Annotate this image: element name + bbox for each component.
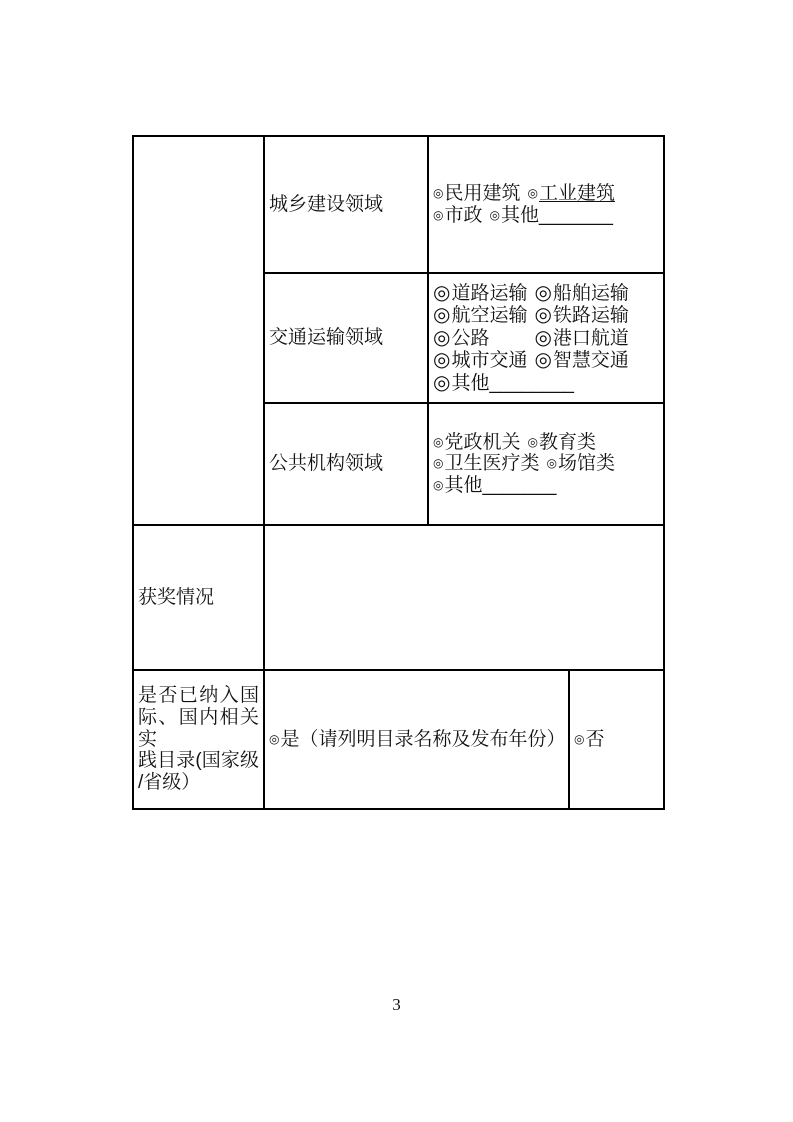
radio-option-line [433, 205, 659, 226]
radio-option[interactable] [433, 350, 527, 371]
field-label-line: /省级） [138, 771, 201, 793]
radio-option-line [433, 327, 659, 349]
radio-option[interactable] [433, 453, 540, 474]
radio-circle-icon: ◎ [546, 456, 557, 471]
cell-award-label [133, 525, 264, 670]
cell-directory-label [133, 670, 264, 809]
page-number: 3 [392, 995, 401, 1014]
radio-option-label: 航空运输 [451, 305, 528, 327]
radio-option-group [574, 729, 659, 750]
radio-option-label: 其他_______ [444, 474, 557, 496]
radio-option-label: 其他________ [451, 372, 574, 394]
radio-circle-icon: ◎ [534, 349, 552, 372]
field-label: 公共机构领域 [269, 453, 384, 475]
radio-circle-icon: ◎ [433, 207, 444, 222]
radio-option[interactable] [433, 432, 521, 453]
radio-option-label: 市政 [444, 204, 483, 226]
radio-option-group [433, 432, 659, 496]
radio-circle-icon: ◎ [433, 456, 444, 471]
radio-circle-icon: ◎ [527, 186, 538, 201]
cell-urban-construction-options [428, 136, 664, 273]
radio-option-label: 智慧交通 [552, 350, 629, 372]
radio-option[interactable] [269, 729, 566, 750]
cell-domain-category-empty [133, 136, 264, 525]
radio-option-label: 其他_______ [500, 204, 613, 226]
radio-option-label: 港口航道 [552, 327, 629, 349]
radio-option[interactable] [433, 183, 521, 204]
radio-circle-icon: ◎ [489, 207, 500, 222]
radio-circle-icon: ◎ [574, 731, 585, 746]
radio-circle-icon: ◎ [534, 326, 552, 349]
radio-circle-icon: ◎ [534, 282, 552, 305]
radio-circle-icon: ◎ [433, 186, 444, 201]
radio-option-label: 城市交通 [451, 350, 528, 372]
radio-option[interactable] [433, 475, 556, 496]
radio-option-label: 铁路运输 [552, 305, 629, 327]
radio-option-line [574, 729, 659, 750]
radio-option-label: 道路运输 [451, 283, 528, 305]
radio-option-line [433, 432, 659, 453]
radio-circle-icon: ◎ [527, 435, 538, 450]
field-label: 交通运输领域 [269, 327, 384, 349]
radio-option-line [433, 183, 659, 204]
field-label: 获奖情况 [138, 586, 215, 608]
radio-option[interactable] [574, 729, 605, 750]
radio-option-label: 否 [585, 728, 605, 750]
radio-option-label: 党政机关 [444, 432, 521, 454]
radio-option[interactable] [534, 328, 628, 349]
radio-option-label: 卫生医疗类 [444, 453, 540, 475]
cell-transport-label [264, 273, 428, 403]
radio-option[interactable] [433, 305, 527, 326]
radio-option-line [269, 729, 564, 750]
radio-option[interactable] [433, 283, 527, 304]
field-label-line: 是否已纳入国 [138, 685, 259, 707]
cell-public-institution-options [428, 403, 664, 525]
radio-option-label: 民用建筑 [444, 183, 521, 205]
radio-circle-icon: ◎ [534, 304, 552, 327]
radio-option[interactable] [433, 328, 527, 349]
radio-circle-icon: ◎ [433, 349, 451, 372]
cell-transport-options [428, 273, 664, 403]
cell-urban-construction-label [264, 136, 428, 273]
radio-option-label: 工业建筑 [538, 183, 615, 205]
radio-option-group [269, 729, 564, 750]
radio-circle-icon: ◎ [433, 477, 444, 492]
cell-public-institution-label [264, 403, 428, 525]
radio-option[interactable] [534, 305, 628, 326]
radio-option-line [433, 453, 659, 474]
cell-directory-no-option [569, 670, 664, 809]
radio-option-line [433, 475, 659, 496]
radio-option-label: 是（请列明目录名称及发布年份） [280, 728, 566, 750]
radio-option-line [433, 349, 659, 371]
radio-option[interactable] [534, 283, 628, 304]
radio-option[interactable] [547, 453, 616, 474]
radio-option[interactable] [528, 432, 597, 453]
cell-directory-yes-option [264, 670, 569, 809]
radio-circle-icon: ◎ [269, 731, 280, 746]
radio-option[interactable] [534, 350, 628, 371]
radio-circle-icon: ◎ [433, 304, 451, 327]
radio-option[interactable] [433, 205, 483, 226]
radio-option-line [433, 372, 659, 394]
radio-option-label: 公路 [451, 327, 528, 349]
radio-option[interactable] [433, 373, 574, 394]
field-label [138, 685, 259, 793]
field-label: 城乡建设领域 [269, 193, 384, 215]
field-label-line: 际、国内相关实 [138, 707, 259, 750]
radio-option[interactable] [528, 183, 616, 204]
radio-option-line [433, 282, 659, 304]
radio-circle-icon: ◎ [433, 282, 451, 305]
radio-option-line [433, 304, 659, 326]
radio-option-label: 教育类 [538, 432, 596, 454]
radio-option-group [433, 282, 659, 394]
radio-circle-icon: ◎ [433, 435, 444, 450]
radio-option[interactable] [490, 205, 613, 226]
radio-option-label: 场馆类 [557, 453, 615, 475]
cell-award-value-empty [264, 525, 664, 670]
radio-option-group [433, 183, 659, 226]
radio-circle-icon: ◎ [433, 326, 451, 349]
radio-option-label: 船舶运输 [552, 283, 629, 305]
application-form-table [132, 135, 665, 810]
field-label-line: 践目录(国家级 [138, 750, 259, 772]
radio-circle-icon: ◎ [433, 371, 451, 394]
